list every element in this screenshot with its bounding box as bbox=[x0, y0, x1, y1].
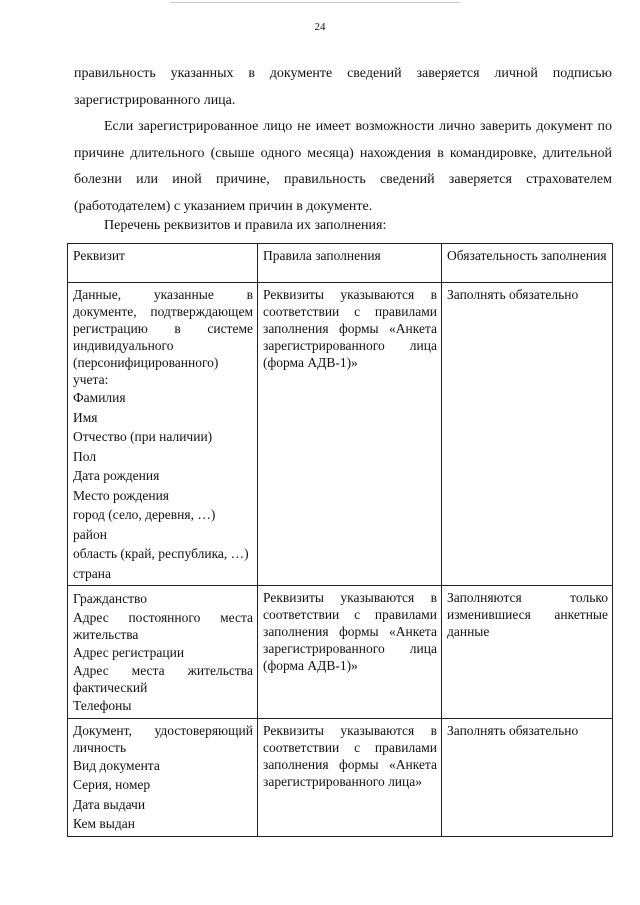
table-header-row bbox=[68, 244, 613, 283]
requisite-item: Дата рождения bbox=[73, 468, 160, 483]
header-obligation: Обязательность заполнения bbox=[442, 244, 613, 283]
requisite-item: Место рождения bbox=[73, 487, 170, 503]
requisite-item: Телефоны bbox=[73, 698, 132, 713]
requisite-item: Фамилия bbox=[73, 390, 126, 405]
requisite-item: страна bbox=[73, 565, 112, 581]
requisite-intro: Данные, указанные в документе, подтверждающем регистрацию в системе индивидуального (персонифицированного) учета: bbox=[73, 287, 253, 387]
requisite-item: Адрес постоянного места жительства bbox=[73, 609, 253, 642]
requisite-item: область (край, республика, …) bbox=[73, 546, 249, 561]
requisite-item: Адрес регистрации bbox=[73, 644, 185, 660]
paragraph-2: Если зарегистрированное лицо не имеет возможности лично заверить документ по причине длительного (свыше одного месяца) нахождения в командировке, длительной болезни или иной причине, правильность сведений заверяется страхователем (работодателем) с указанием причин в документе. bbox=[74, 119, 612, 214]
requisite-item: Адрес места жительства фактический bbox=[73, 663, 253, 695]
rules-cell: Реквизиты указываются в соответствии с правилами заполнения формы «Анкета зарегистрированного лица (форма АДВ-1)» bbox=[258, 283, 442, 586]
obligation-cell: Заполняются только изменившиеся анкетные данные bbox=[442, 586, 613, 719]
requisite-item: город (село, деревня, …) bbox=[73, 507, 216, 522]
requisite-item: Гражданство bbox=[73, 591, 148, 606]
page-number: 24 bbox=[314, 21, 326, 33]
requisite-item: Серия, номер bbox=[73, 777, 151, 792]
requisite-item: Кем выдан bbox=[73, 816, 135, 831]
table-row bbox=[68, 586, 613, 719]
requisite-item: Отчество (при наличии) bbox=[73, 429, 213, 444]
obligation-cell: Заполнять обязательно bbox=[442, 283, 613, 586]
requisite-cell bbox=[68, 586, 258, 719]
obligation-cell: Заполнять обязательно bbox=[442, 718, 613, 836]
rules-cell: Реквизиты указываются в соответствии с правилами заполнения формы «Анкета зарегистрированного лица» bbox=[258, 718, 442, 836]
requisite-item: Документ, удостоверяющий личность bbox=[73, 722, 253, 755]
table-row bbox=[68, 718, 613, 836]
table-caption: Перечень реквизитов и правила их заполнения: bbox=[104, 218, 387, 233]
requisite-item: Вид документа bbox=[73, 757, 160, 773]
header-requisite: Реквизит bbox=[68, 244, 258, 283]
requisite-cell bbox=[68, 283, 258, 586]
requisites-table bbox=[67, 243, 613, 837]
requisite-item: район bbox=[73, 526, 107, 542]
requisite-item: Имя bbox=[73, 409, 98, 425]
requisite-cell bbox=[68, 718, 258, 836]
table-row bbox=[68, 283, 613, 586]
top-rule bbox=[170, 2, 460, 3]
header-rules: Правила заполнения bbox=[258, 244, 442, 283]
requisite-item: Дата выдачи bbox=[73, 796, 146, 812]
rules-cell: Реквизиты указываются в соответствии с правилами заполнения формы «Анкета зарегистрированного лица (форма АДВ-1)» bbox=[258, 586, 442, 719]
paragraph-1: правильность указанных в документе сведений заверяется личной подписью зарегистрированного лица. bbox=[74, 66, 612, 108]
requisite-item: Пол bbox=[73, 448, 97, 464]
